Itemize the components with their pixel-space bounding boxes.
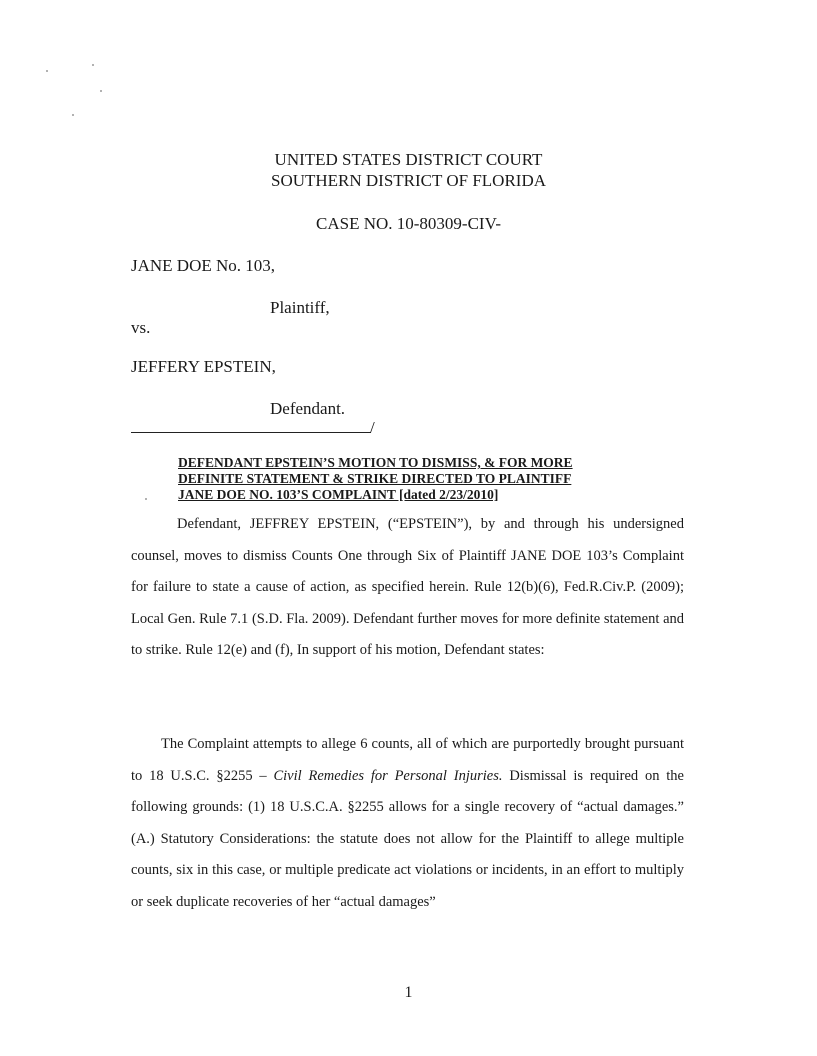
plaintiff-role: Plaintiff, [270,298,330,317]
court-name-line1: UNITED STATES DISTRICT COURT [274,150,543,169]
paragraph2-text-end: Dismissal is required on the following grounds: (1) 18 U.S.C.A. §2255 allows for a single recovery of “actual damages.” (A.) Statutory Considerations: the statute does not allow for the Plaintiff to allege multiple counts, six in this case, or multiple predicate act violations or incidents, in an effort to multiply or seek duplicate recoveries of her “actual damages” [131,767,684,910]
motion-title [178,455,648,503]
defendant-name: JEFFERY EPSTEIN, [131,357,276,376]
caption-divider-slash: / [370,418,375,437]
scan-speck [92,64,94,66]
body-paragraph-1: Defendant, JEFFREY EPSTEIN, (“EPSTEIN”), by and through his undersigned counsel, moves to dismiss Counts One through Six of Plaintiff JANE DOE 103’s Complaint for failure to state a cause of action, as specified herein. Rule 12(b)(6), Fed.R.Civ.P. (2009); Local Gen. Rule 7.1 (S.D. Fla. 2009). Defendant further moves for more definite statement and to strike. Rule 12(e) and (f), In support of his motion, Defendant states: [131,516,684,658]
statute-title: Civil Remedies for Personal Injuries. [273,767,503,784]
plaintiff-name: JANE DOE No. 103, [131,256,276,275]
paragraph2-text-start: The Complaint attempts to allege 6 counts, all of which are purportedly brought pursuant to 18 U.S.C. §2255 – [131,736,684,784]
caption-divider-line [131,432,371,433]
scan-speck [72,114,74,116]
motion-title-line1: DEFENDANT EPSTEIN’S MOTION TO DISMISS, & FOR MORE [178,455,573,470]
court-name-line2: SOUTHERN DISTRICT OF FLORIDA [270,171,546,190]
defendant-role: Defendant. [270,399,346,418]
versus-label: vs. [131,318,151,337]
page-number: 1 [404,984,413,1001]
motion-title-line2: DEFINITE STATEMENT & STRIKE DIRECTED TO PLAINTIFF [178,471,572,486]
motion-title-line3: JANE DOE NO. 103’S COMPLAINT [dated 2/23/2010] [178,487,499,502]
case-number: CASE NO. 10-80309-CIV- [316,214,501,233]
scan-speck [100,90,102,92]
scan-speck [145,498,147,500]
body-paragraph-2 [131,729,684,918]
scan-speck [46,70,48,72]
